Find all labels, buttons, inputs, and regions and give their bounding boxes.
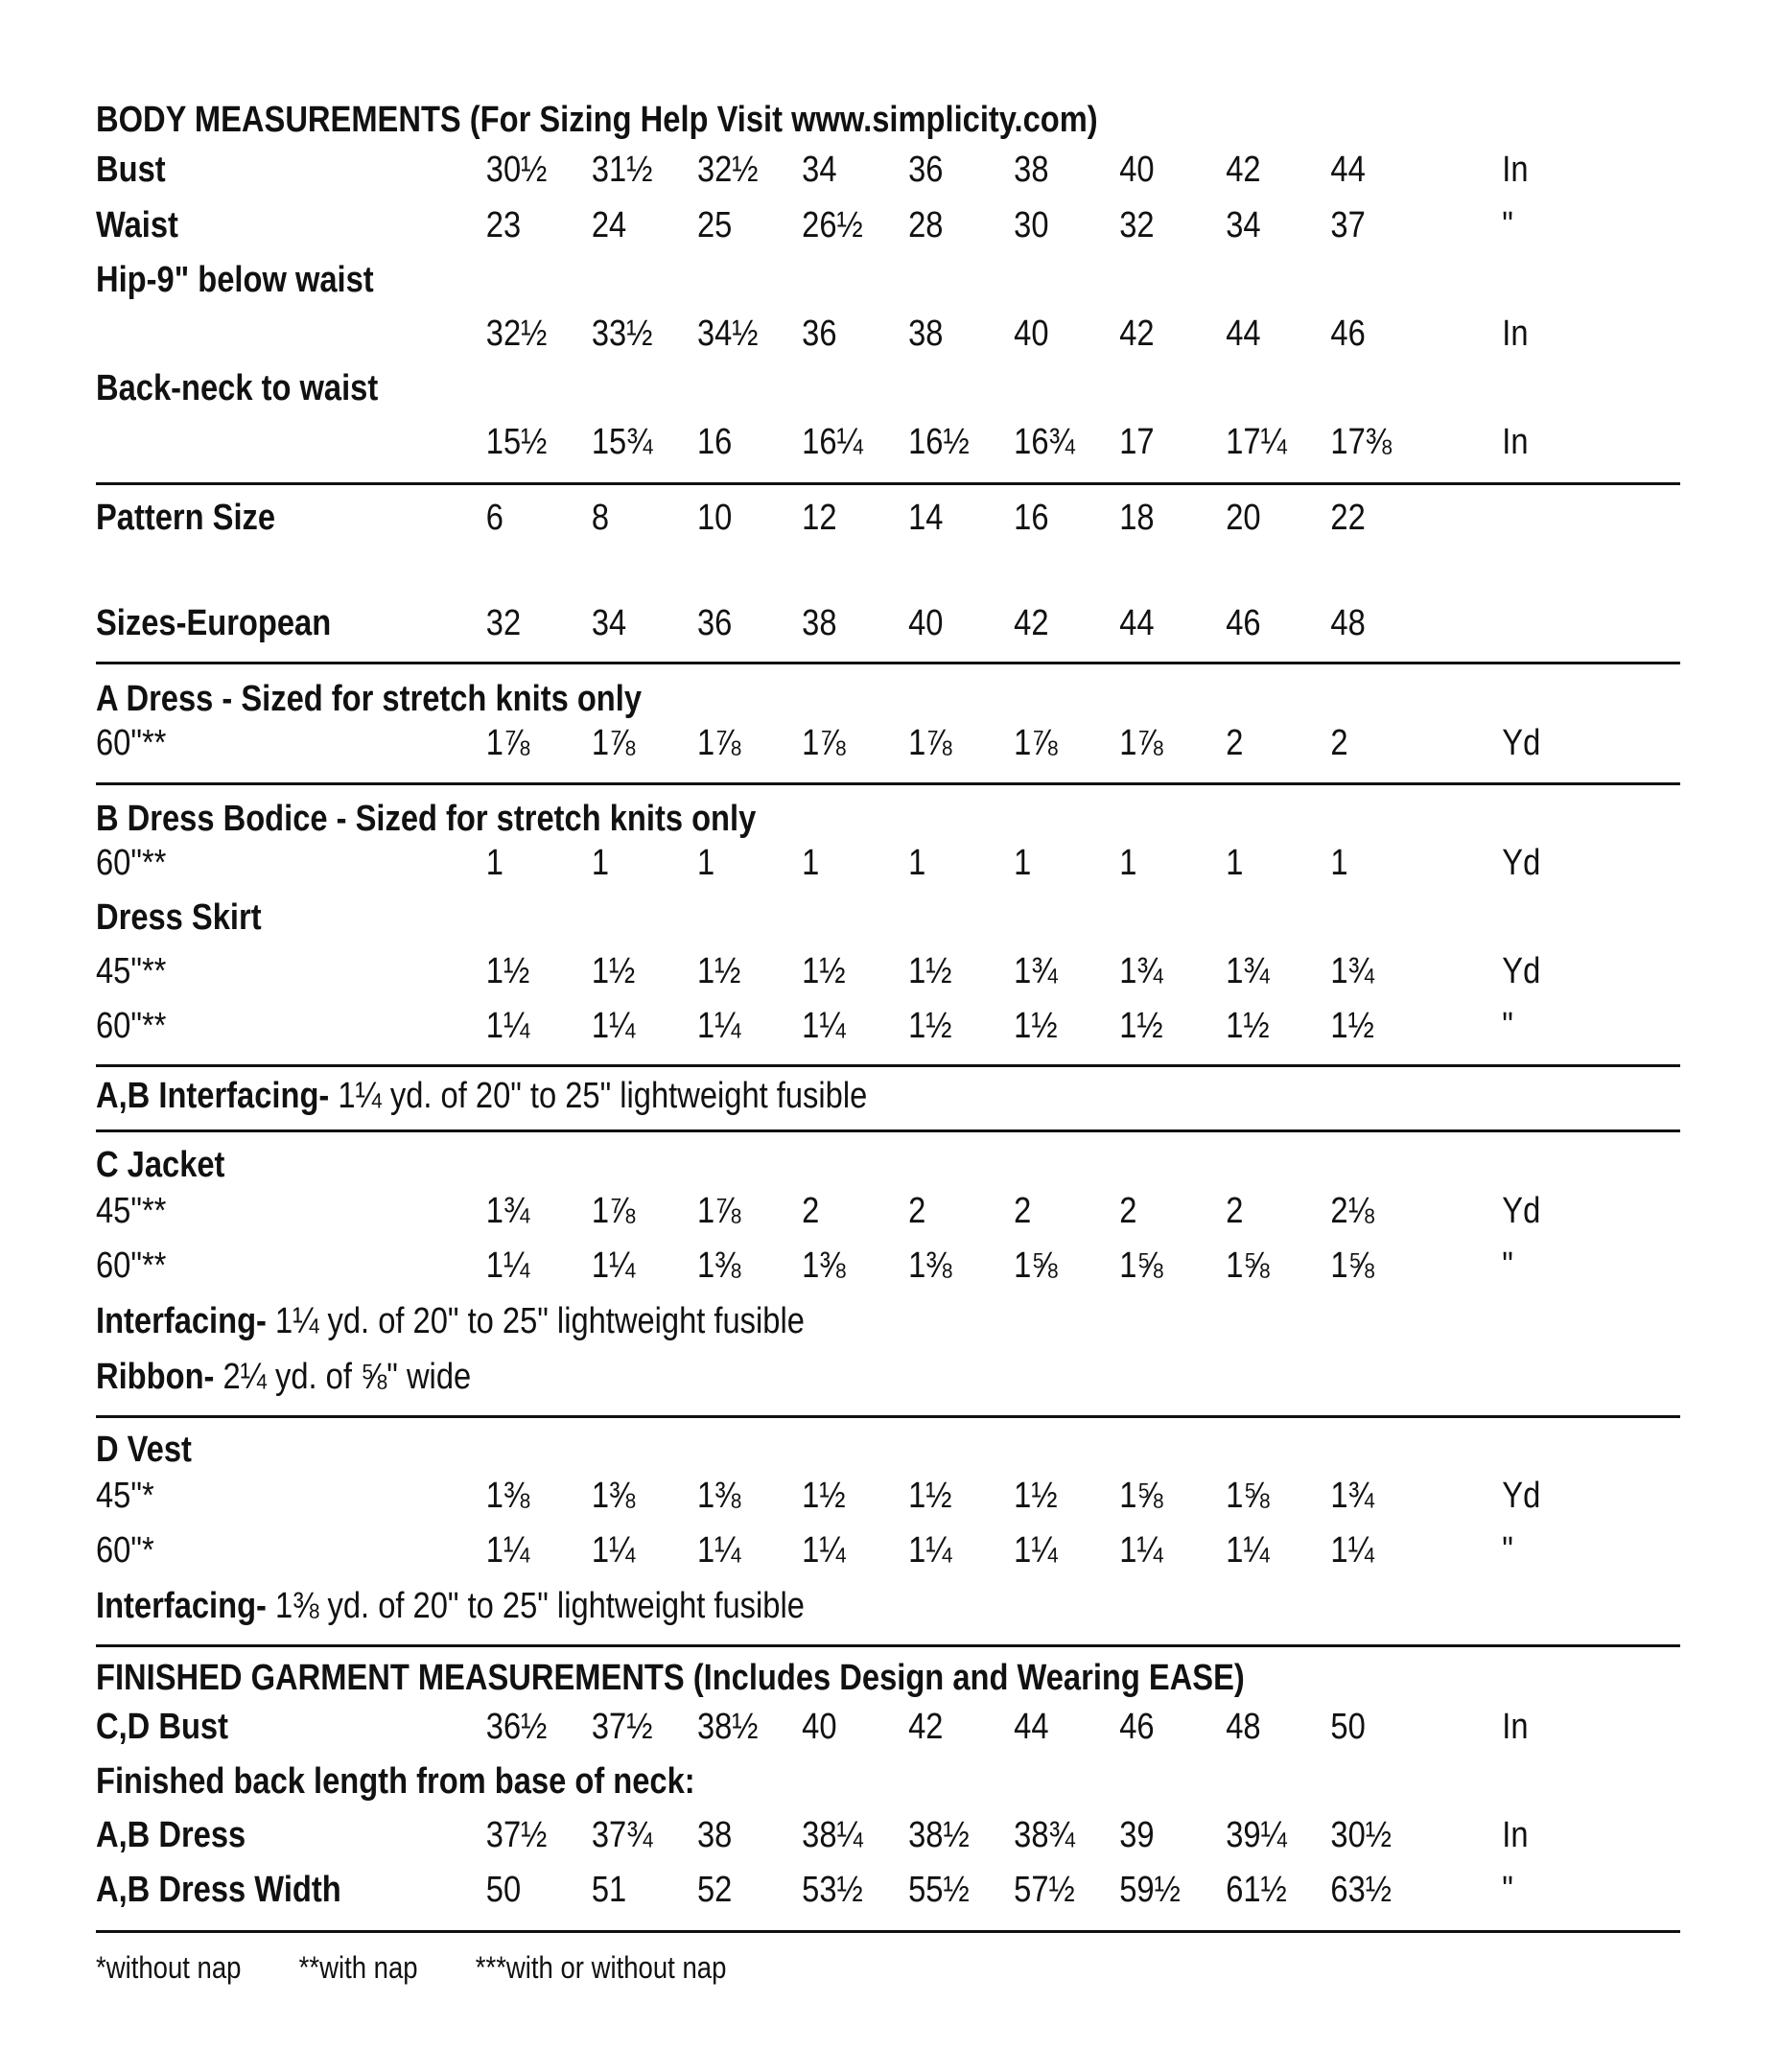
size-value: 16 [1014,498,1049,538]
footnote-with-nap: **with nap [298,1950,418,1985]
unit-label: " [1502,1246,1513,1286]
size-value: 44 [1330,150,1366,190]
dress-skirt-60-row: 60"** 1¼ 1¼ 1¼ 1¼ 1½ 1½ 1½ 1½ 1½ " [96,1002,1457,1050]
size-value: 30½ [1330,1815,1393,1855]
size-value: 50 [485,1870,522,1910]
size-value: 1¼ [591,1006,636,1046]
size-value: 38 [802,603,837,643]
divider [96,1129,1680,1132]
size-value: 1¼ [802,1530,846,1571]
size-value: 34 [591,603,627,643]
size-value: 33½ [591,314,653,354]
size-value: 42 [1119,314,1155,354]
divider [96,662,1680,664]
finished-heading: FINISHED GARMENT MEASUREMENTS (Includes Design and Wearing EASE) [96,1658,1245,1698]
size-value: 1 [1119,843,1137,883]
size-value: 1¼ [1119,1530,1163,1571]
size-value: 32½ [696,150,759,190]
size-value: 46 [1119,1707,1155,1747]
cd-bust-row: C,D Bust 36½ 37½ 38½ 40 42 44 46 48 50 In [96,1703,1457,1751]
size-value: 1⅞ [908,723,952,763]
size-value: 31½ [591,150,653,190]
size-value: 1⅝ [1014,1246,1058,1286]
size-value: 1½ [802,1476,846,1516]
divider [96,1644,1680,1647]
size-value: 1⅝ [1119,1246,1163,1286]
size-value: 30 [1014,205,1049,245]
size-value: 1⅞ [591,723,636,763]
size-value: 20 [1226,498,1261,538]
size-value: 55½ [908,1870,970,1910]
size-value: 14 [908,498,944,538]
size-value: 1¾ [1119,951,1163,991]
dress-a-60-row: 60"** 1⅞ 1⅞ 1⅞ 1⅞ 1⅞ 1⅞ 1⅞ 2 2 Yd [96,719,1457,767]
size-value: 39¼ [1226,1815,1287,1855]
size-value: 1⅜ [696,1246,741,1286]
size-value: 1¼ [1226,1530,1270,1571]
ab-dress-row: A,B Dress 37½ 37¾ 38 38¼ 38½ 38¾ 39 39¼ 30½ In [96,1811,1457,1859]
size-value: 38 [696,1815,733,1855]
size-value: 61½ [1226,1870,1287,1910]
size-value: 37¾ [591,1815,653,1855]
dress-skirt-heading: Dress Skirt [96,897,262,938]
size-value: 40 [1119,150,1155,190]
dress-b-heading: B Dress Bodice - Sized for stretch knits only [96,799,757,839]
size-value: 23 [485,205,522,245]
size-value: 38½ [908,1815,970,1855]
vest-d-60-row: 60"* 1¼ 1¼ 1¼ 1¼ 1¼ 1¼ 1¼ 1¼ 1¼ " [96,1526,1457,1574]
size-value: 1⅞ [696,1191,741,1231]
unit-label: " [1502,1870,1513,1910]
size-value: 15½ [485,422,548,462]
size-value: 1¾ [1014,951,1058,991]
unit-label: In [1502,150,1529,190]
size-value: 16½ [908,422,970,462]
size-value: 38½ [696,1707,759,1747]
size-value: 37½ [591,1707,653,1747]
size-value: 1¼ [802,1006,846,1046]
size-value: 34 [802,150,837,190]
size-value: 2 [1119,1191,1137,1231]
size-value: 36 [802,314,837,354]
size-value: 2 [1014,1191,1032,1231]
size-value: 1⅜ [802,1246,846,1286]
size-value: 17⅜ [1330,422,1393,462]
size-value: 44 [1119,603,1155,643]
size-value: 8 [591,498,610,538]
jacket-ribbon-row: Ribbon- 2¼ yd. of ⅝" wide [96,1357,472,1397]
size-value: 44 [1014,1707,1049,1747]
divider [96,1415,1680,1418]
size-value: 1½ [1330,1006,1374,1046]
size-value: 1⅜ [908,1246,952,1286]
size-value: 37½ [485,1815,548,1855]
size-value: 50 [1330,1707,1366,1747]
size-value: 1⅞ [696,723,741,763]
divider [96,782,1680,785]
size-value: 1 [696,843,715,883]
size-value: 1½ [485,951,530,991]
size-value: 1⅜ [485,1476,530,1516]
pattern-size-row: Pattern Size 6 8 10 12 14 16 18 20 22 [96,494,1457,542]
size-value: 32½ [485,314,548,354]
size-value: 1¼ [1014,1530,1058,1571]
size-value: 1½ [591,951,636,991]
size-value: 1 [485,843,503,883]
hip-label-row: Hip-9" below waist [96,260,374,300]
size-value: 1¼ [1330,1530,1374,1571]
size-value: 16¾ [1014,422,1075,462]
unit-label: In [1502,422,1529,462]
size-value: 34 [1226,205,1261,245]
size-value: 63½ [1330,1870,1393,1910]
size-value: 1½ [802,951,846,991]
size-value: 30½ [485,150,548,190]
jacket-c-45-row: 45"** 1¾ 1⅞ 1⅞ 2 2 2 2 2 2⅛ Yd [96,1187,1457,1235]
size-value: 39 [1119,1815,1155,1855]
waist-row: Waist 23 24 25 26½ 28 30 32 34 37 " [96,201,1457,249]
size-value: 1 [591,843,610,883]
size-value: 2 [1226,1191,1244,1231]
jacket-interfacing-row: Interfacing- 1¼ yd. of 20" to 25" lightweight fusible [96,1301,805,1341]
size-value: 2 [1226,723,1244,763]
size-value: 44 [1226,314,1261,354]
size-value: 38 [908,314,944,354]
size-value: 1¼ [591,1246,636,1286]
size-value: 18 [1119,498,1155,538]
vest-d-heading: D Vest [96,1430,192,1470]
size-value: 36 [908,150,944,190]
bust-row: Bust 30½ 31½ 32½ 34 36 38 40 42 44 In [96,146,1457,194]
size-value: 12 [802,498,837,538]
footnote-with-or-without-nap: ***with or without nap [475,1950,727,1985]
size-value: 37 [1330,205,1366,245]
size-value: 1⅞ [1014,723,1058,763]
size-value: 25 [696,205,733,245]
footnotes [96,1948,784,1987]
size-value: 1⅞ [802,723,846,763]
size-value: 1⅞ [485,723,530,763]
size-value: 1¾ [1330,1476,1374,1516]
size-value: 46 [1226,603,1261,643]
size-value: 1⅞ [1119,723,1163,763]
unit-label: Yd [1502,843,1541,883]
size-value: 26½ [802,205,863,245]
size-value: 1⅝ [1119,1476,1163,1516]
size-value: 1 [802,843,820,883]
sizing-chart [96,96,1678,2004]
unit-label: " [1502,205,1513,245]
size-value: 1½ [1226,1006,1270,1046]
size-value: 48 [1330,603,1366,643]
size-value: 2 [1330,723,1348,763]
vest-d-45-row: 45"* 1⅜ 1⅜ 1⅜ 1½ 1½ 1½ 1⅝ 1⅝ 1¾ Yd [96,1472,1457,1520]
footnote-without-nap: *without nap [96,1950,242,1985]
size-value: 36 [696,603,733,643]
size-value: 57½ [1014,1870,1075,1910]
size-value: 1 [1226,843,1244,883]
size-value: 6 [485,498,503,538]
european-size-row: Sizes-European 32 34 36 38 40 42 44 46 48 [96,599,1457,647]
size-value: 1⅝ [1226,1246,1270,1286]
unit-label: Yd [1502,723,1541,763]
size-value: 28 [908,205,944,245]
size-value: 24 [591,205,627,245]
size-value: 1⅝ [1226,1476,1270,1516]
size-value: 1¾ [485,1191,530,1231]
size-value: 1½ [1014,1006,1058,1046]
size-value: 53½ [802,1870,863,1910]
size-value: 1⅝ [1330,1246,1374,1286]
size-value: 51 [591,1870,627,1910]
size-value: 10 [696,498,733,538]
body-measurements-heading: BODY MEASUREMENTS (For Sizing Help Visit www.simplicity.com) [96,100,1098,140]
size-value: 2 [908,1191,926,1231]
size-value: 1¼ [485,1246,530,1286]
divider [96,1064,1680,1067]
unit-label: In [1502,1815,1529,1855]
divider [96,1930,1680,1933]
size-value: 1 [1330,843,1348,883]
size-value: 17¼ [1226,422,1287,462]
unit-label: Yd [1502,1476,1541,1516]
size-value: 1¼ [908,1530,952,1571]
size-value: 1¾ [1330,951,1374,991]
size-value: 15¾ [591,422,653,462]
size-value: 1⅞ [591,1191,636,1231]
back-neck-row [96,418,1529,466]
size-value: 17 [1119,422,1155,462]
size-value: 42 [1226,150,1261,190]
dress-b-60-row: 60"** 1 1 1 1 1 1 1 1 1 Yd [96,839,1457,887]
ab-interfacing-row: A,B Interfacing- 1¼ yd. of 20" to 25" lightweight fusible [96,1076,868,1116]
size-value: 1 [1014,843,1032,883]
size-value: 40 [908,603,944,643]
back-length-heading: Finished back length from base of neck: [96,1761,695,1802]
size-value: 32 [485,603,522,643]
size-value: 1½ [908,951,952,991]
size-value: 22 [1330,498,1366,538]
divider [96,482,1680,485]
size-value: 40 [1014,314,1049,354]
size-value: 1½ [1119,1006,1163,1046]
size-value: 36½ [485,1707,548,1747]
size-value: 16¼ [802,422,863,462]
size-value: 1¼ [485,1006,530,1046]
size-value: 46 [1330,314,1366,354]
size-value: 1 [908,843,926,883]
unit-label: In [1502,314,1529,354]
ab-dress-width-row: A,B Dress Width 50 51 52 53½ 55½ 57½ 59½ 61½ 63½ " [96,1866,1457,1914]
size-value: 1½ [1014,1476,1058,1516]
unit-label: " [1502,1006,1513,1046]
size-value: 2 [802,1191,820,1231]
back-neck-label-row: Back-neck to waist [96,368,379,408]
size-value: 1½ [908,1006,952,1046]
dress-a-heading: A Dress - Sized for stretch knits only [96,679,643,719]
size-value: 38 [1014,150,1049,190]
size-value: 1½ [908,1476,952,1516]
size-value: 48 [1226,1707,1261,1747]
size-value: 1¾ [1226,951,1270,991]
size-value: 16 [696,422,733,462]
size-value: 2⅛ [1330,1191,1374,1231]
size-value: 32 [1119,205,1155,245]
jacket-c-heading: C Jacket [96,1145,225,1185]
size-value: 1⅜ [591,1476,636,1516]
unit-label: " [1502,1530,1513,1571]
size-value: 59½ [1119,1870,1181,1910]
unit-label: Yd [1502,1191,1541,1231]
size-value: 1¼ [696,1006,741,1046]
jacket-c-60-row: 60"** 1¼ 1¼ 1⅜ 1⅜ 1⅜ 1⅝ 1⅝ 1⅝ 1⅝ " [96,1242,1457,1290]
hip-row [96,310,1529,358]
size-value: 1¼ [696,1530,741,1571]
vest-interfacing-row: Interfacing- 1⅜ yd. of 20" to 25" lightweight fusible [96,1586,805,1626]
size-value: 40 [802,1707,837,1747]
size-value: 1⅜ [696,1476,741,1516]
size-value: 42 [908,1707,944,1747]
size-value: 38¼ [802,1815,863,1855]
size-value: 52 [696,1870,733,1910]
unit-label: Yd [1502,951,1541,991]
size-value: 34½ [696,314,759,354]
size-value: 42 [1014,603,1049,643]
dress-skirt-45-row: 45"** 1½ 1½ 1½ 1½ 1½ 1¾ 1¾ 1¾ 1¾ Yd [96,947,1457,995]
size-value: 38¾ [1014,1815,1075,1855]
size-value: 1¼ [485,1530,530,1571]
unit-label: In [1502,1707,1529,1747]
size-value: 1½ [696,951,741,991]
size-value: 1¼ [591,1530,636,1571]
